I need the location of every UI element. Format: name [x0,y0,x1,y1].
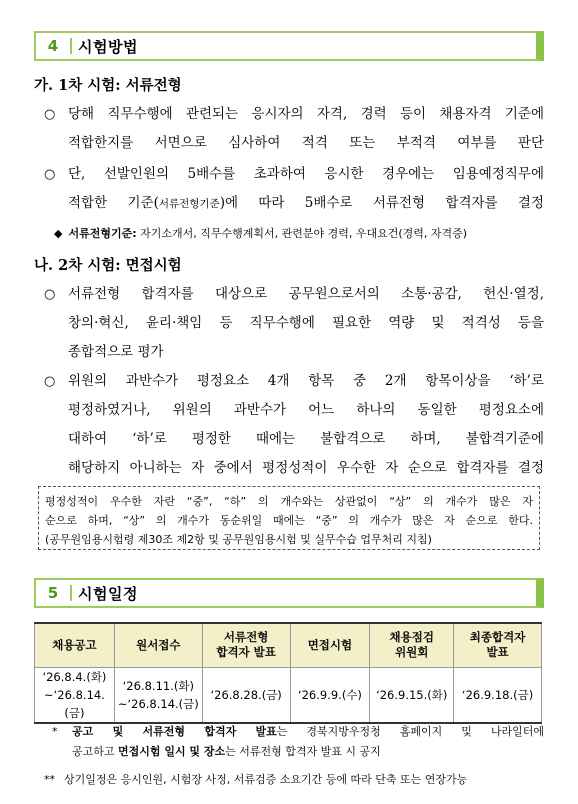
table-header-row [35,623,542,667]
table-header-cell: 채용점검 위원회 [370,623,454,667]
first-exam-paragraph-2: ○ 단, 선발인원의 5배수를 초과하여 응시한 경우에는 임용예정직무에 적합한 기준(서류전형기준)에 따라 5배수로 서류전형 합격자를 결정 [44,160,544,219]
table-cell: ‘26.9.9.(수) [290,667,370,723]
section-number: 5 [47,584,59,602]
first-exam-paragraph-1: ○ 당해 직무수행에 관련되는 응시자의 자격, 경력 등이 채용자격 기준에 적합한지를 서면으로 심사하여 적격 또는 부적격 여부를 판단 [44,100,544,158]
second-exam-heading: 나. 2차 시험: 면접시험 [34,257,182,274]
second-exam-paragraph-1: ○ 서류전형 합격자를 대상으로 공무원으로서의 소통·공감, 헌신·열정, 창의·혁신, 윤리·책임 등 직무수행에 필요한 역량 및 적격성 등을 종합적으로 평가 [44,280,544,367]
circle-bullet-icon: ○ [44,374,56,389]
table-cell: ‘26.8.4.(화) ~‘26.8.14.(금) [35,667,115,723]
table-row [35,667,542,723]
table-header-cell: 면접시험 [290,623,370,667]
circle-bullet-icon: ○ [44,167,56,182]
table-header-cell: 서류전형 합격자 발표 [202,623,290,667]
table-cell: ‘26.8.11.(화) ~‘26.8.14.(금) [114,667,202,723]
first-exam-heading: 가. 1차 시험: 서류전형 [34,77,182,94]
document-screening-criteria: ◆ 서류전형기준: 자기소개서, 직무수행계획서, 관련분야 경력, 우대요건(경력, 자격증) [54,227,468,240]
circle-bullet-icon: ○ [44,107,56,122]
table-cell: ‘26.9.15.(화) [370,667,454,723]
section-number: 4 [47,37,59,55]
evaluation-note-box: 평정성적이 우수한 자란 “중”, “하” 의 개수와는 상관없이 “상” 의 개수가 많은 자 순으로 하며, “상” 의 개수가 동순위일 때에는 “중” 의 개수가 많은 자 순으로 한다. (공무원임용시험령 제30조 제2항 및 공무원임용시험 및 실무수습 업무처리 지침) [38,486,540,550]
footnote-schedule-change: ** 상기일정은 응시인원, 시험장 사정, 서류검증 소요기간 등에 따라 단축 또는 연장가능 [44,773,468,786]
table-header-cell: 최종합격자 발표 [454,623,542,667]
table-cell: ‘26.9.18.(금) [454,667,542,723]
section-title: 시험일정 [78,584,138,603]
diamond-bullet-icon: ◆ [54,227,63,240]
circle-bullet-icon: ○ [44,287,56,302]
footnote-announcement: * 공고 및 서류전형 합격자 발표는 경북지방우정청 홈페이지 및 나라일터에 공고하고 면접시험 일시 및 장소는 서류전형 합격자 발표 시 공지 [52,725,544,758]
table-header-cell: 원서접수 [114,623,202,667]
section-4-header [34,31,544,61]
exam-schedule-table [34,622,542,724]
table-cell: ‘26.8.28.(금) [202,667,290,723]
section-5-header [34,578,544,608]
table-header-cell: 채용공고 [35,623,115,667]
section-title: 시험방법 [78,37,138,56]
second-exam-paragraph-2: ○ 위원의 과반수가 평정요소 4개 항목 중 2개 항목이상을 ‘하’로 평정하였거나, 위원의 과반수가 어느 하나의 동일한 평정요소에 대하여 ‘하’로 평정한 때에는 불합격으로 하며, 불합격기준에 해당하지 아니하는 자 중에서 평정성적이 우수한 자 순으로 합격자를 결정 [44,367,544,483]
